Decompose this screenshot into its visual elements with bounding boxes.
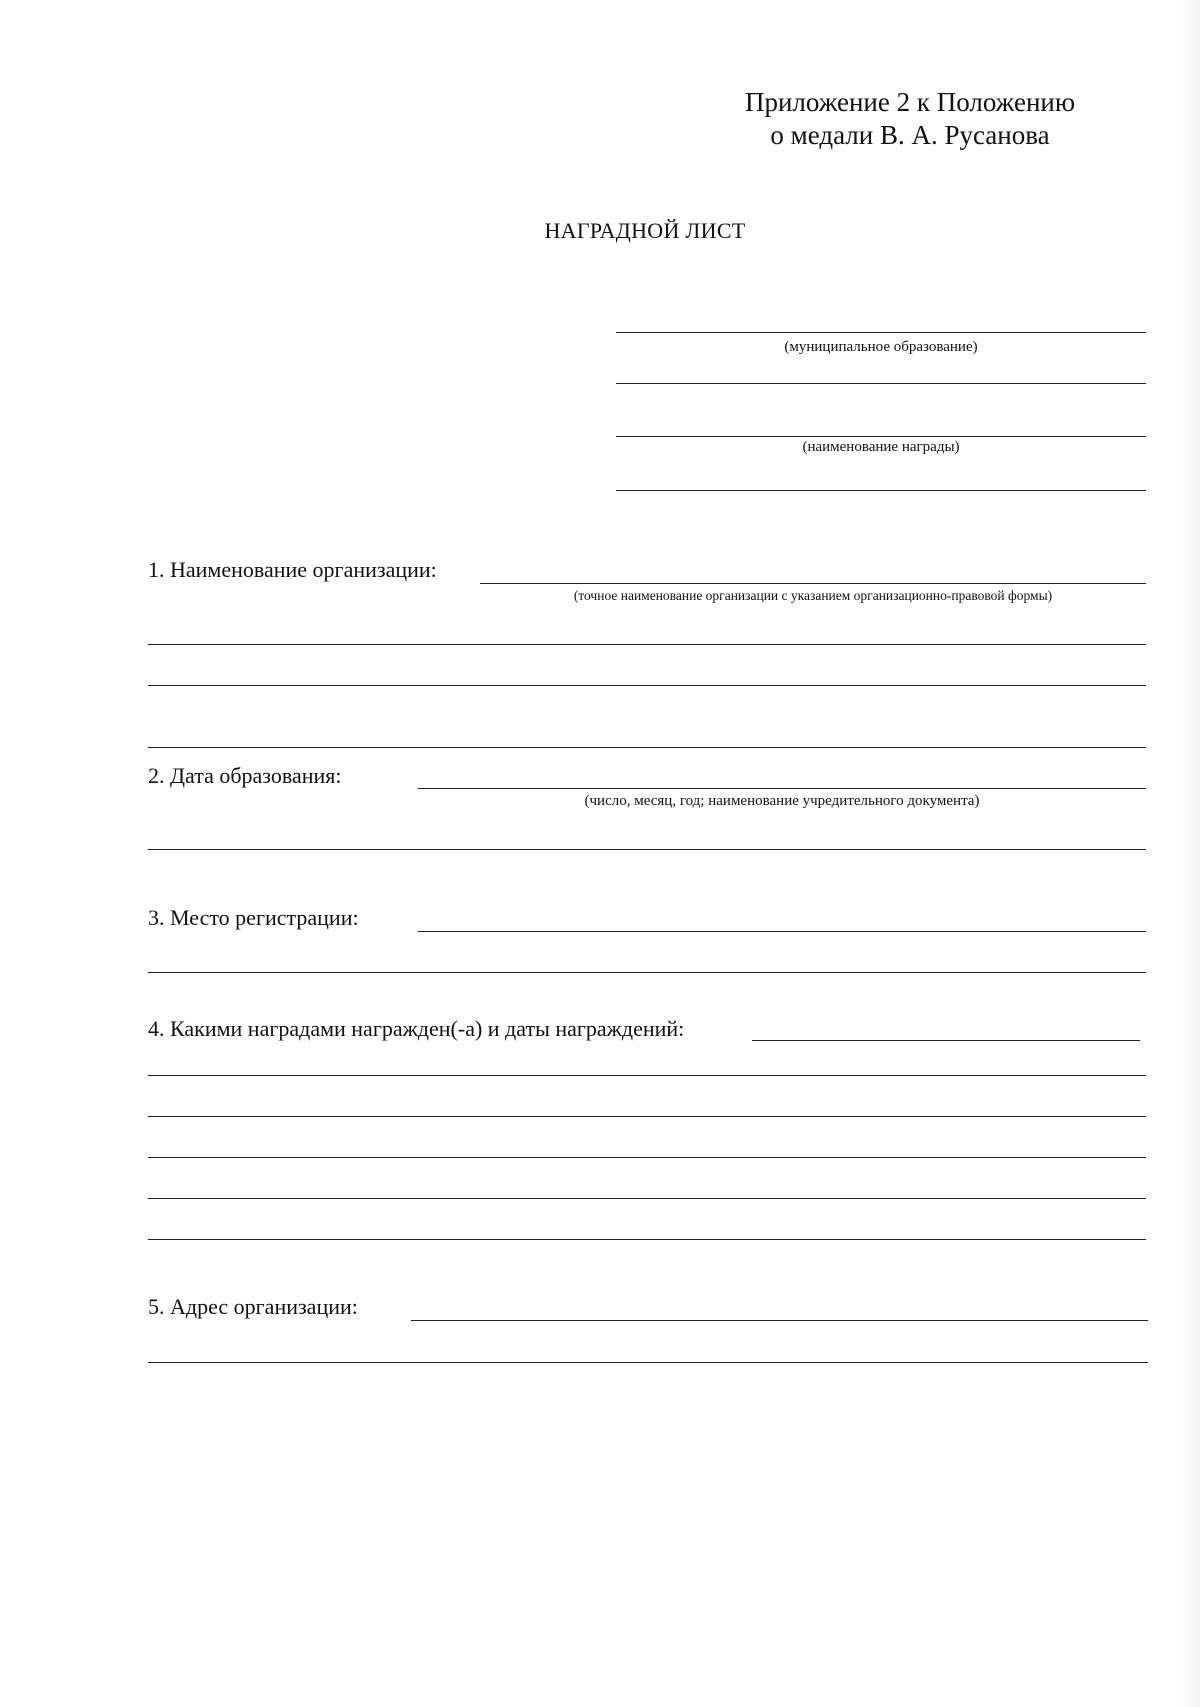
awards-continuation-line-5[interactable]	[148, 1239, 1146, 1240]
org-name-continuation-line-2[interactable]	[148, 685, 1146, 686]
award-field-line-2[interactable]	[616, 490, 1146, 491]
awards-label: 4. Какими наградами награжден(-а) и даты награждений:	[148, 1016, 685, 1041]
org-name-caption: (точное наименование организации с указанием организационно-правовой формы)	[573, 588, 1053, 603]
awards-continuation-line-2[interactable]	[148, 1116, 1146, 1117]
municipality-field-line-2[interactable]	[616, 383, 1146, 384]
municipality-field-line-1[interactable]	[616, 332, 1146, 333]
document-title: НАГРАДНОЙ ЛИСТ	[544, 218, 746, 243]
awards-continuation-line-4[interactable]	[148, 1198, 1146, 1199]
awards-field-line[interactable]	[752, 1040, 1140, 1041]
org-name-label: 1. Наименование организации:	[148, 557, 437, 582]
award-caption: (наименование награды)	[802, 439, 960, 455]
founding-date-label: 2. Дата образования:	[148, 763, 342, 788]
founding-date-caption: (число, месяц, год; наименование учредительного документа)	[584, 793, 980, 809]
founding-date-continuation-line[interactable]	[148, 849, 1146, 850]
address-continuation-line[interactable]	[148, 1362, 1148, 1363]
annex-line-2: о медали В. А. Русанова	[770, 120, 1050, 150]
registration-place-label: 3. Место регистрации:	[148, 905, 359, 930]
address-field-line[interactable]	[411, 1320, 1148, 1321]
address-label: 5. Адрес организации:	[148, 1294, 358, 1319]
page-edge-shadow	[1180, 0, 1200, 1707]
org-name-continuation-line-3[interactable]	[148, 747, 1146, 748]
founding-date-field-line[interactable]	[418, 788, 1146, 789]
municipality-caption: (муниципальное образование)	[784, 339, 978, 355]
org-name-field-line[interactable]	[480, 583, 1146, 584]
org-name-continuation-line-1[interactable]	[148, 644, 1146, 645]
awards-continuation-line-3[interactable]	[148, 1157, 1146, 1158]
registration-place-field-line[interactable]	[418, 931, 1146, 932]
award-field-line-1[interactable]	[616, 436, 1146, 437]
registration-place-continuation-line[interactable]	[148, 972, 1146, 973]
awards-continuation-line-1[interactable]	[148, 1075, 1146, 1076]
annex-line-1: Приложение 2 к Положению	[744, 87, 1076, 117]
